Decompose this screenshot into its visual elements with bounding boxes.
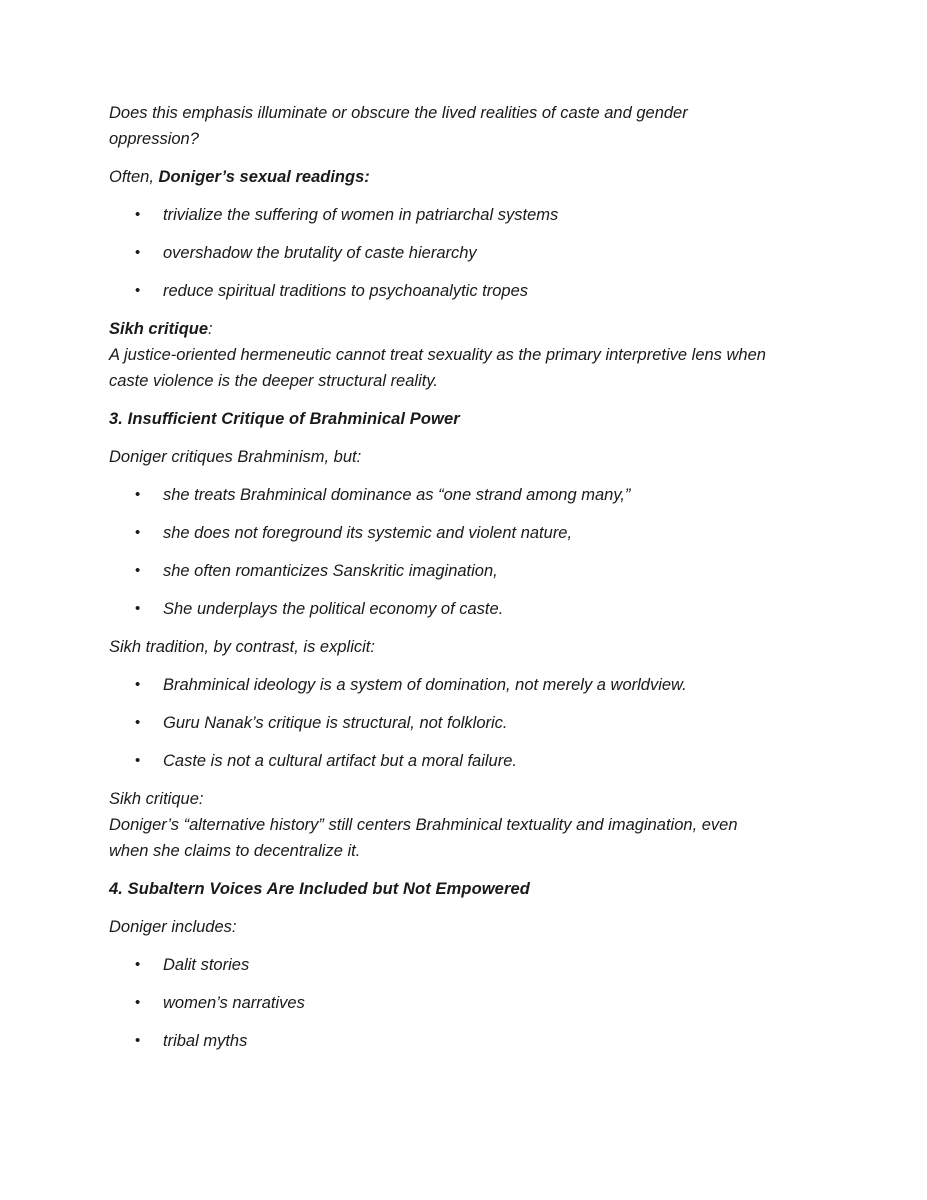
text-run: trivialize the suffering of women in patriarchal systems [163, 206, 559, 224]
list-item [109, 278, 818, 304]
bold-text-run: Sikh critique [109, 320, 209, 338]
bullet-icon: • [135, 206, 141, 223]
text-run: Often, [109, 168, 159, 186]
text-line [109, 876, 818, 902]
list-item [109, 748, 818, 774]
paragraph [109, 316, 818, 394]
paragraph [109, 634, 818, 660]
text-run: Sikh tradition, by contrast, is explicit: [109, 638, 375, 656]
bullet-icon: • [135, 282, 141, 299]
text-run: overshadow the brutality of caste hierarchy [163, 244, 477, 262]
text-line [109, 164, 818, 190]
list-item [109, 596, 818, 622]
text-run: she treats Brahminical dominance as “one strand among many,” [163, 486, 631, 504]
text-run: tribal myths [163, 1032, 248, 1050]
text-run: she often romanticizes Sanskritic imagination, [163, 562, 498, 580]
list-item [109, 672, 818, 698]
list-item [109, 952, 818, 978]
text-line [109, 316, 818, 342]
bullet-list [109, 482, 818, 622]
bullet-icon: • [135, 600, 141, 617]
text-run: caste violence is the deeper structural reality. [109, 372, 438, 390]
paragraph [109, 100, 818, 152]
bullet-icon: • [135, 994, 141, 1011]
bullet-list [109, 202, 818, 304]
paragraph [109, 786, 818, 864]
paragraph [109, 444, 818, 470]
text-run: Doniger includes: [109, 918, 237, 936]
text-run: women’s narratives [163, 994, 305, 1012]
text-line [109, 786, 818, 812]
bullet-icon: • [135, 1032, 141, 1049]
bullet-list [109, 952, 818, 1054]
list-item [109, 482, 818, 508]
text-run: she does not foreground its systemic and violent nature, [163, 524, 573, 542]
text-line [109, 406, 818, 432]
bold-text-run: 4. Subaltern Voices Are Included but Not Empowered [109, 880, 530, 898]
text-run: when she claims to decentralize it. [109, 842, 361, 860]
bullet-icon: • [135, 956, 141, 973]
list-item [109, 240, 818, 266]
bullet-icon: • [135, 524, 141, 541]
bullet-icon: • [135, 676, 141, 693]
text-run: Dalit stories [163, 956, 250, 974]
text-run: A justice-oriented hermeneutic cannot treat sexuality as the primary interpretive lens when [109, 346, 766, 364]
text-line [109, 838, 818, 864]
text-line [109, 342, 818, 368]
list-item [109, 990, 818, 1016]
section-heading [109, 876, 818, 902]
bold-text-run: 3. Insufficient Critique of Brahminical Power [109, 410, 460, 428]
text-run: oppression? [109, 130, 199, 148]
bullet-icon: • [135, 752, 141, 769]
bullet-icon: • [135, 714, 141, 731]
list-item [109, 202, 818, 228]
text-run: Doniger critiques Brahminism, but: [109, 448, 362, 466]
bold-text-run: Doniger’s sexual readings: [158, 168, 370, 186]
bullet-icon: • [135, 244, 141, 261]
text-run: Brahminical ideology is a system of domination, not merely a worldview. [163, 676, 687, 694]
text-line [109, 812, 818, 838]
text-run: Guru Nanak’s critique is structural, not folkloric. [163, 714, 508, 732]
list-item [109, 710, 818, 736]
list-item [109, 558, 818, 584]
text-run: Caste is not a cultural artifact but a moral failure. [163, 752, 517, 770]
paragraph [109, 164, 818, 190]
list-item [109, 520, 818, 546]
bullet-icon: • [135, 562, 141, 579]
list-item [109, 1028, 818, 1054]
text-run: Does this emphasis illuminate or obscure the lived realities of caste and gender [109, 104, 688, 122]
bullet-list [109, 672, 818, 774]
text-line [109, 100, 818, 126]
text-line [109, 368, 818, 394]
text-run: Doniger’s “alternative history” still centers Brahminical textuality and imagination, even [109, 816, 738, 834]
text-run: She underplays the political economy of caste. [163, 600, 504, 618]
section-heading [109, 406, 818, 432]
text-run: : [208, 320, 213, 338]
text-line [109, 634, 818, 660]
text-run: Sikh critique: [109, 790, 204, 808]
paragraph [109, 914, 818, 940]
text-line [109, 126, 818, 152]
text-run: reduce spiritual traditions to psychoanalytic tropes [163, 282, 529, 300]
text-line [109, 914, 818, 940]
text-line [109, 444, 818, 470]
bullet-icon: • [135, 486, 141, 503]
